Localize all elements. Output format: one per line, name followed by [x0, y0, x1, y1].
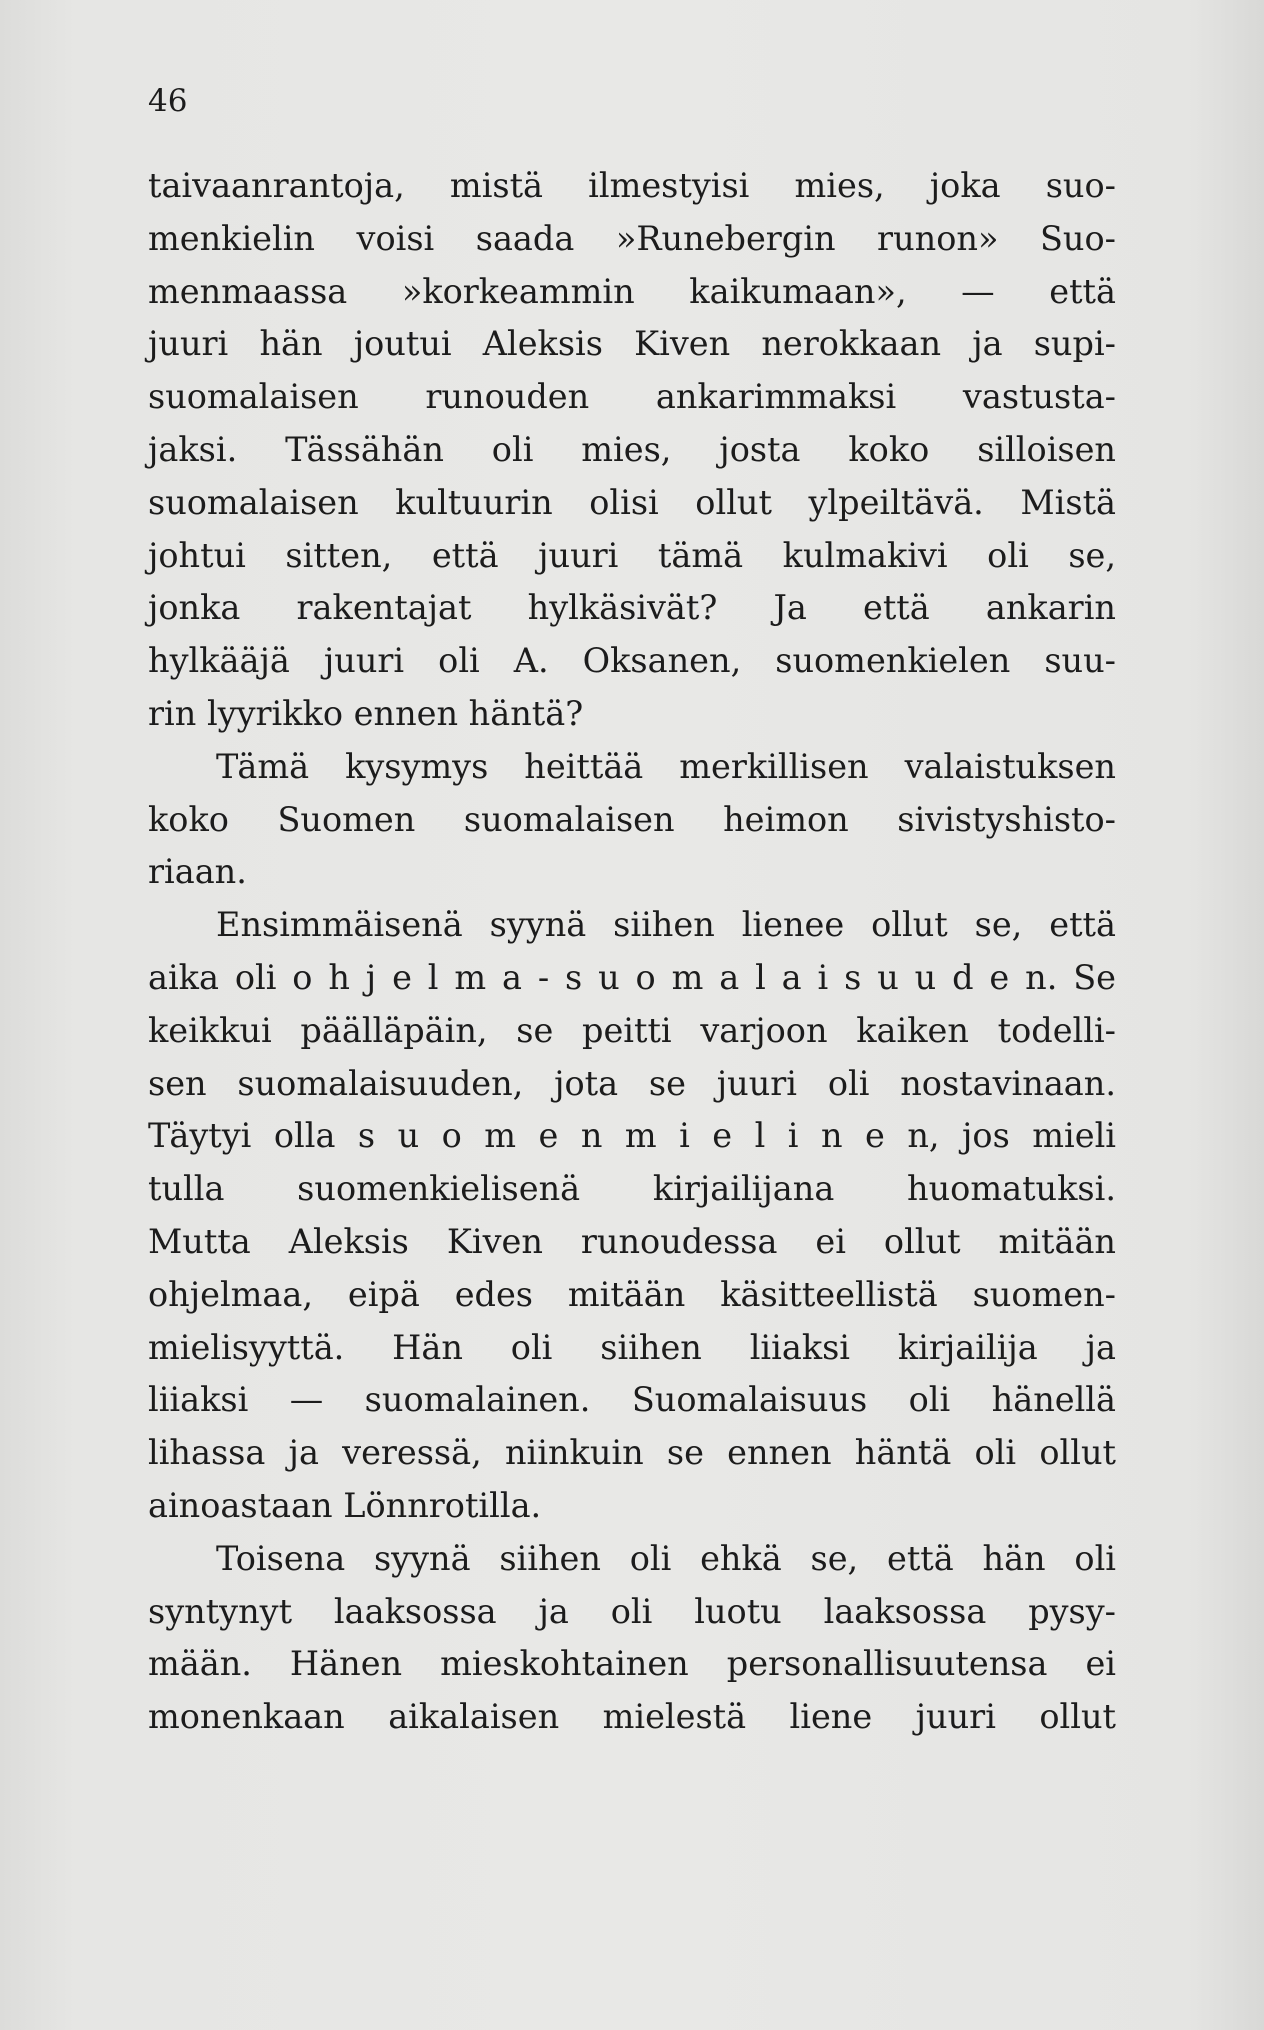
text-line: syntynyt laaksossa ja oli luotu laaksossa pysy- — [148, 1591, 1116, 1631]
text-line: Ensimmäisenä syynä siihen lienee ollut se, että — [216, 905, 1116, 945]
text-line: Mutta Aleksis Kiven runoudessa ei ollut mitään — [148, 1221, 1116, 1261]
text-line: johtui sitten, että juuri tämä kulmakivi oli se, — [148, 535, 1116, 575]
text-line: taivaanrantoja, mistä ilmestyisi mies, joka suo- — [148, 166, 1116, 205]
paragraph — [148, 1533, 1116, 1744]
text-line: ainoastaan Lönnrotilla. — [148, 1485, 542, 1525]
text-line: liiaksi — suomalainen. Suomalaisuus oli hänellä — [148, 1380, 1116, 1420]
body-text — [148, 160, 1116, 1744]
text-line: jaksi. Tässähän oli mies, josta koko silloisen — [148, 429, 1116, 469]
text-line: rin lyyrikko ennen häntä? — [148, 693, 584, 733]
text-line: koko Suomen suomalaisen heimon sivistyshisto- — [148, 799, 1116, 839]
text-line: Täytyi olla s u o m e n m i e l i n e n, jos mieli — [148, 1116, 1116, 1156]
text-line: sen suomalaisuuden, jota se juuri oli nostavinaan. — [148, 1063, 1116, 1103]
text-line: hylkääjä juuri oli A. Oksanen, suomenkielen suu- — [148, 641, 1116, 681]
text-line: riaan. — [148, 852, 247, 892]
paragraph — [148, 741, 1116, 899]
text-line: tulla suomenkielisenä kirjailijana huomatuksi. — [148, 1169, 1116, 1209]
text-line: aika oli o h j e l m a - s u o m a l a i s u u d e n. Se — [148, 957, 1116, 997]
text-line: suomalaisen kultuurin olisi ollut ylpeiltävä. Mistä — [148, 482, 1116, 522]
text-line: mielisyyttä. Hän oli siihen liiaksi kirjailija ja — [148, 1327, 1116, 1367]
text-line: jonka rakentajat hylkäsivät? Ja että ankarin — [148, 588, 1116, 628]
text-line: menkielin voisi saada »Runebergin runon» Suo- — [148, 218, 1116, 258]
text-line: monenkaan aikalaisen mielestä liene juuri ollut — [148, 1697, 1116, 1737]
text-line: ohjelmaa, eipä edes mitään käsitteellistä suomen- — [148, 1274, 1116, 1314]
text-line: Toisena syynä siihen oli ehkä se, että hän oli — [216, 1538, 1116, 1578]
page-number: 46 — [148, 83, 188, 119]
paragraph — [148, 899, 1116, 1533]
text-line: juuri hän joutui Aleksis Kiven nerokkaan ja supi- — [148, 324, 1116, 364]
text-line: lihassa ja veressä, niinkuin se ennen häntä oli ollut — [148, 1433, 1116, 1473]
text-line: mään. Hänen mieskohtainen personallisuutensa ei — [148, 1644, 1116, 1684]
text-line: keikkui päälläpäin, se peitti varjoon kaiken todelli- — [148, 1010, 1116, 1050]
text-line: menmaassa »korkeammin kaikumaan», — että — [148, 271, 1116, 311]
text-line: suomalaisen runouden ankarimmaksi vastusta- — [148, 377, 1116, 417]
paragraph — [148, 160, 1116, 741]
text-line: Tämä kysymys heittää merkillisen valaistuksen — [216, 746, 1116, 786]
